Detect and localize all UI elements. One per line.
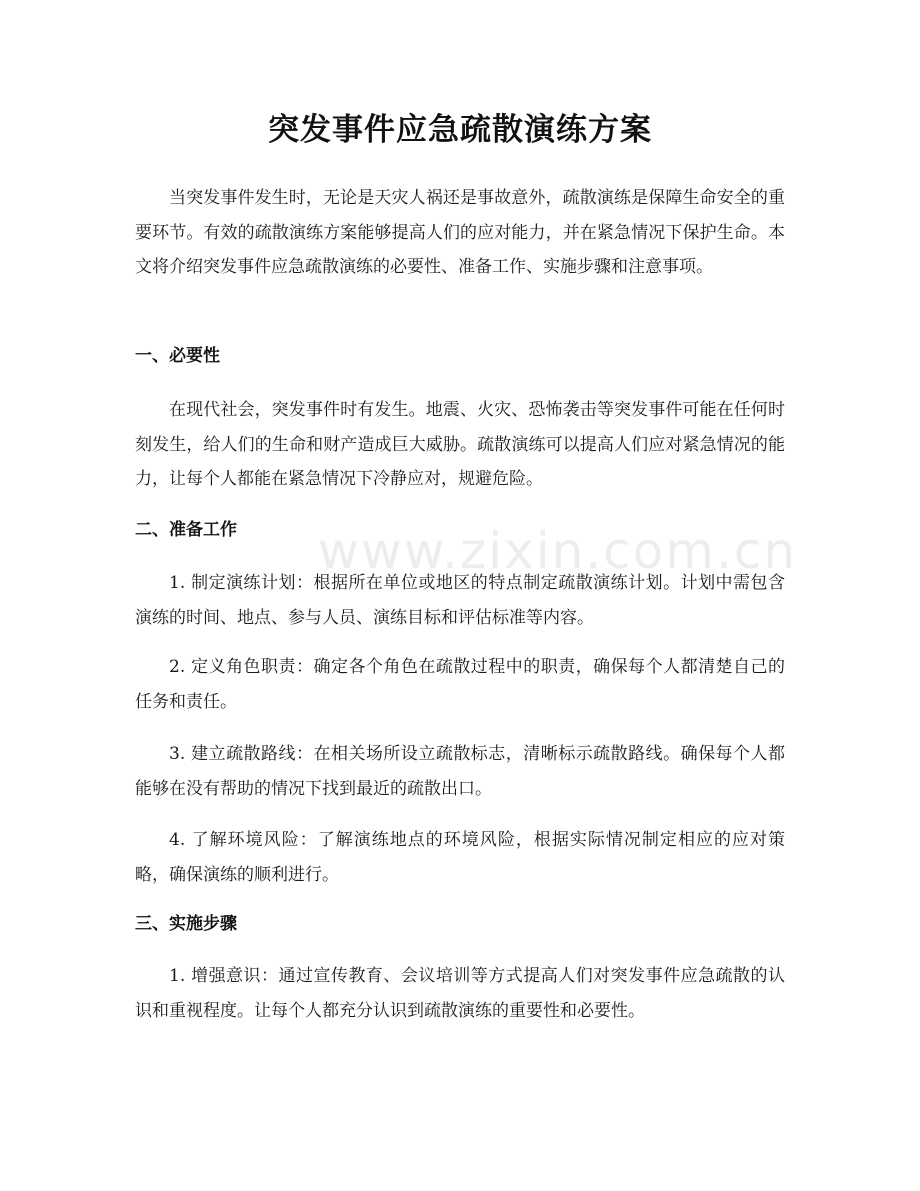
section-heading-implementation: 三、实施步骤	[135, 914, 237, 934]
preparation-item-4: 4. 了解环境风险：了解演练地点的环境风险，根据实际情况制定相应的应对策略，确保演练的顺利进行。	[135, 830, 785, 885]
section-heading-necessity: 一、必要性	[135, 346, 220, 366]
section-heading-preparation: 二、准备工作	[135, 520, 237, 540]
necessity-paragraph: 在现代社会，突发事件时有发生。地震、火灾、恐怖袭击等突发事件可能在任何时刻发生，给人们的生命和财产造成巨大威胁。疏散演练可以提高人们应对紧急情况的能力，让每个人都能在紧急情况下冷静应对，规避危险。	[135, 400, 785, 489]
intro-paragraph: 当突发事件发生时，无论是天灾人祸还是事故意外，疏散演练是保障生命安全的重要环节。有效的疏散演练方案能够提高人们的应对能力，并在紧急情况下保护生命。本文将介绍突发事件应急疏散演练的必要性、准备工作、实施步骤和注意事项。	[135, 188, 785, 277]
document-title: 突发事件应急疏散演练方案	[268, 112, 652, 148]
implementation-item-1: 1. 增强意识：通过宣传教育、会议培训等方式提高人们对突发事件应急疏散的认识和重视程度。让每个人都充分认识到疏散演练的重要性和必要性。	[135, 966, 785, 1021]
preparation-item-2: 2. 定义角色职责：确定各个角色在疏散过程中的职责，确保每个人都清楚自己的任务和责任。	[135, 657, 785, 712]
preparation-item-3: 3. 建立疏散路线：在相关场所设立疏散标志，清晰标示疏散路线。确保每个人都能够在没有帮助的情况下找到最近的疏散出口。	[135, 744, 785, 799]
watermark: www.zixin.com.cn	[318, 522, 798, 580]
preparation-item-1: 1. 制定演练计划：根据所在单位或地区的特点制定疏散演练计划。计划中需包含演练的时间、地点、参与人员、演练目标和评估标准等内容。	[135, 573, 785, 628]
